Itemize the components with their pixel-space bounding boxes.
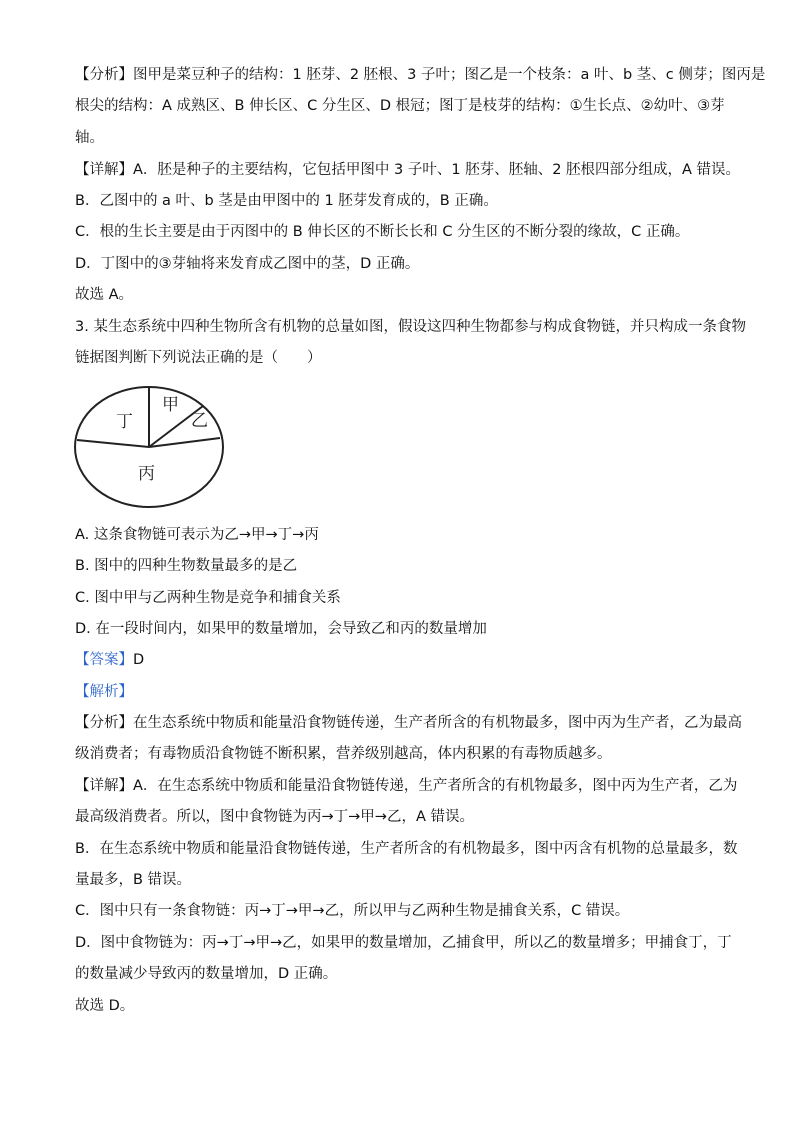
text-line: C．图中只有一条食物链：丙→丁→甲→乙，所以甲与乙两种生物是捕食关系，C 错误。 bbox=[75, 903, 630, 919]
question-stem: 链据图判断下列说法正确的是（ ） bbox=[75, 350, 322, 366]
text-line: 【分析】在生态系统中物质和能量沿食物链传递，生产者所含的有机物最多，图中丙为生产者，乙为最高 bbox=[75, 715, 742, 731]
section-tag: 【分析】 bbox=[75, 67, 133, 83]
answer-value: D bbox=[133, 652, 145, 668]
option-a: A. 这条食物链可表示为乙→甲→丁→丙 bbox=[75, 527, 319, 543]
pie-label-yi: 乙 bbox=[191, 411, 208, 431]
text-line: 量最多，B 错误。 bbox=[75, 872, 192, 888]
text-line: C．根的生长主要是由于丙图中的 B 伸长区的不断长长和 C 分生区的不断分裂的缘故，C 正确。 bbox=[75, 224, 690, 240]
pie-figure bbox=[70, 383, 230, 513]
text-line: B．在生态系统中物质和能量沿食物链传递，生产者所含的有机物最多，图中丙含有机物的总量最多，数 bbox=[75, 841, 738, 857]
answer-tag: 【答案】 bbox=[75, 652, 133, 668]
section-tag: 【详解】 bbox=[75, 778, 133, 794]
section-tag: 【详解】 bbox=[75, 162, 133, 178]
text-line: D．图中食物链为：丙→丁→甲→乙，如果甲的数量增加，乙捕食甲，所以乙的数量增多；甲捕食丁，丁 bbox=[75, 935, 732, 951]
option-c: C. 图中甲与乙两种生物是竞争和捕食关系 bbox=[75, 590, 341, 606]
text-line: 故选 A。 bbox=[75, 287, 134, 303]
pie-label-jia: 甲 bbox=[162, 395, 179, 415]
text-line: 【详解】A．在生态系统中物质和能量沿食物链传递，生产者所含的有机物最多，图中丙为生产者，乙为 bbox=[75, 778, 738, 794]
question-stem: 3. 某生态系统中四种生物所含有机物的总量如图，假设这四种生物都参与构成食物链，并只构成一条食物 bbox=[75, 319, 746, 335]
text-line: 【详解】A．胚是种子的主要结构，它包括甲图中 3 子叶、1 胚芽、胚轴、2 胚根四部分组成，A 错误。 bbox=[75, 162, 741, 178]
option-d: D. 在一段时间内，如果甲的数量增加，会导致乙和丙的数量增加 bbox=[75, 621, 487, 637]
option-b: B. 图中的四种生物数量最多的是乙 bbox=[75, 558, 298, 574]
pie-label-bing: 丙 bbox=[138, 464, 155, 484]
text-line: 轴。 bbox=[75, 130, 104, 146]
pie-divider bbox=[77, 440, 149, 447]
text-line: D．丁图中的③芽轴将来发育成乙图中的茎，D 正确。 bbox=[75, 256, 420, 272]
text-line: 的数量减少导致丙的数量增加，D 正确。 bbox=[75, 966, 338, 982]
text-line: 级消费者；有毒物质沿食物链不断积累，营养级别越高，体内积累的有毒物质越多。 bbox=[75, 746, 612, 762]
pie-label-ding: 丁 bbox=[116, 412, 133, 432]
pie-figure-svg bbox=[70, 383, 230, 513]
text-line: B．乙图中的 a 叶、b 茎是由甲图中的 1 胚芽发育成的，B 正确。 bbox=[75, 193, 498, 209]
section-tag: 【分析】 bbox=[75, 715, 133, 731]
text-line: 最高级消费者。所以，图中食物链为丙→丁→甲→乙，A 错误。 bbox=[75, 809, 474, 825]
analysis-header: 【解析】 bbox=[75, 684, 133, 700]
text-line: 【分析】图甲是菜豆种子的结构：1 胚芽、2 胚根、3 子叶；图乙是一个枝条：a 叶、b 茎、c 侧芽；图丙是 bbox=[75, 67, 766, 83]
text-line: 故选 D。 bbox=[75, 998, 135, 1014]
text-line: 根尖的结构：A 成熟区、B 伸长区、C 分生区、D 根冠；图丁是枝芽的结构：①生长点、②幼叶、③芽 bbox=[75, 98, 725, 114]
answer-line bbox=[75, 650, 725, 670]
